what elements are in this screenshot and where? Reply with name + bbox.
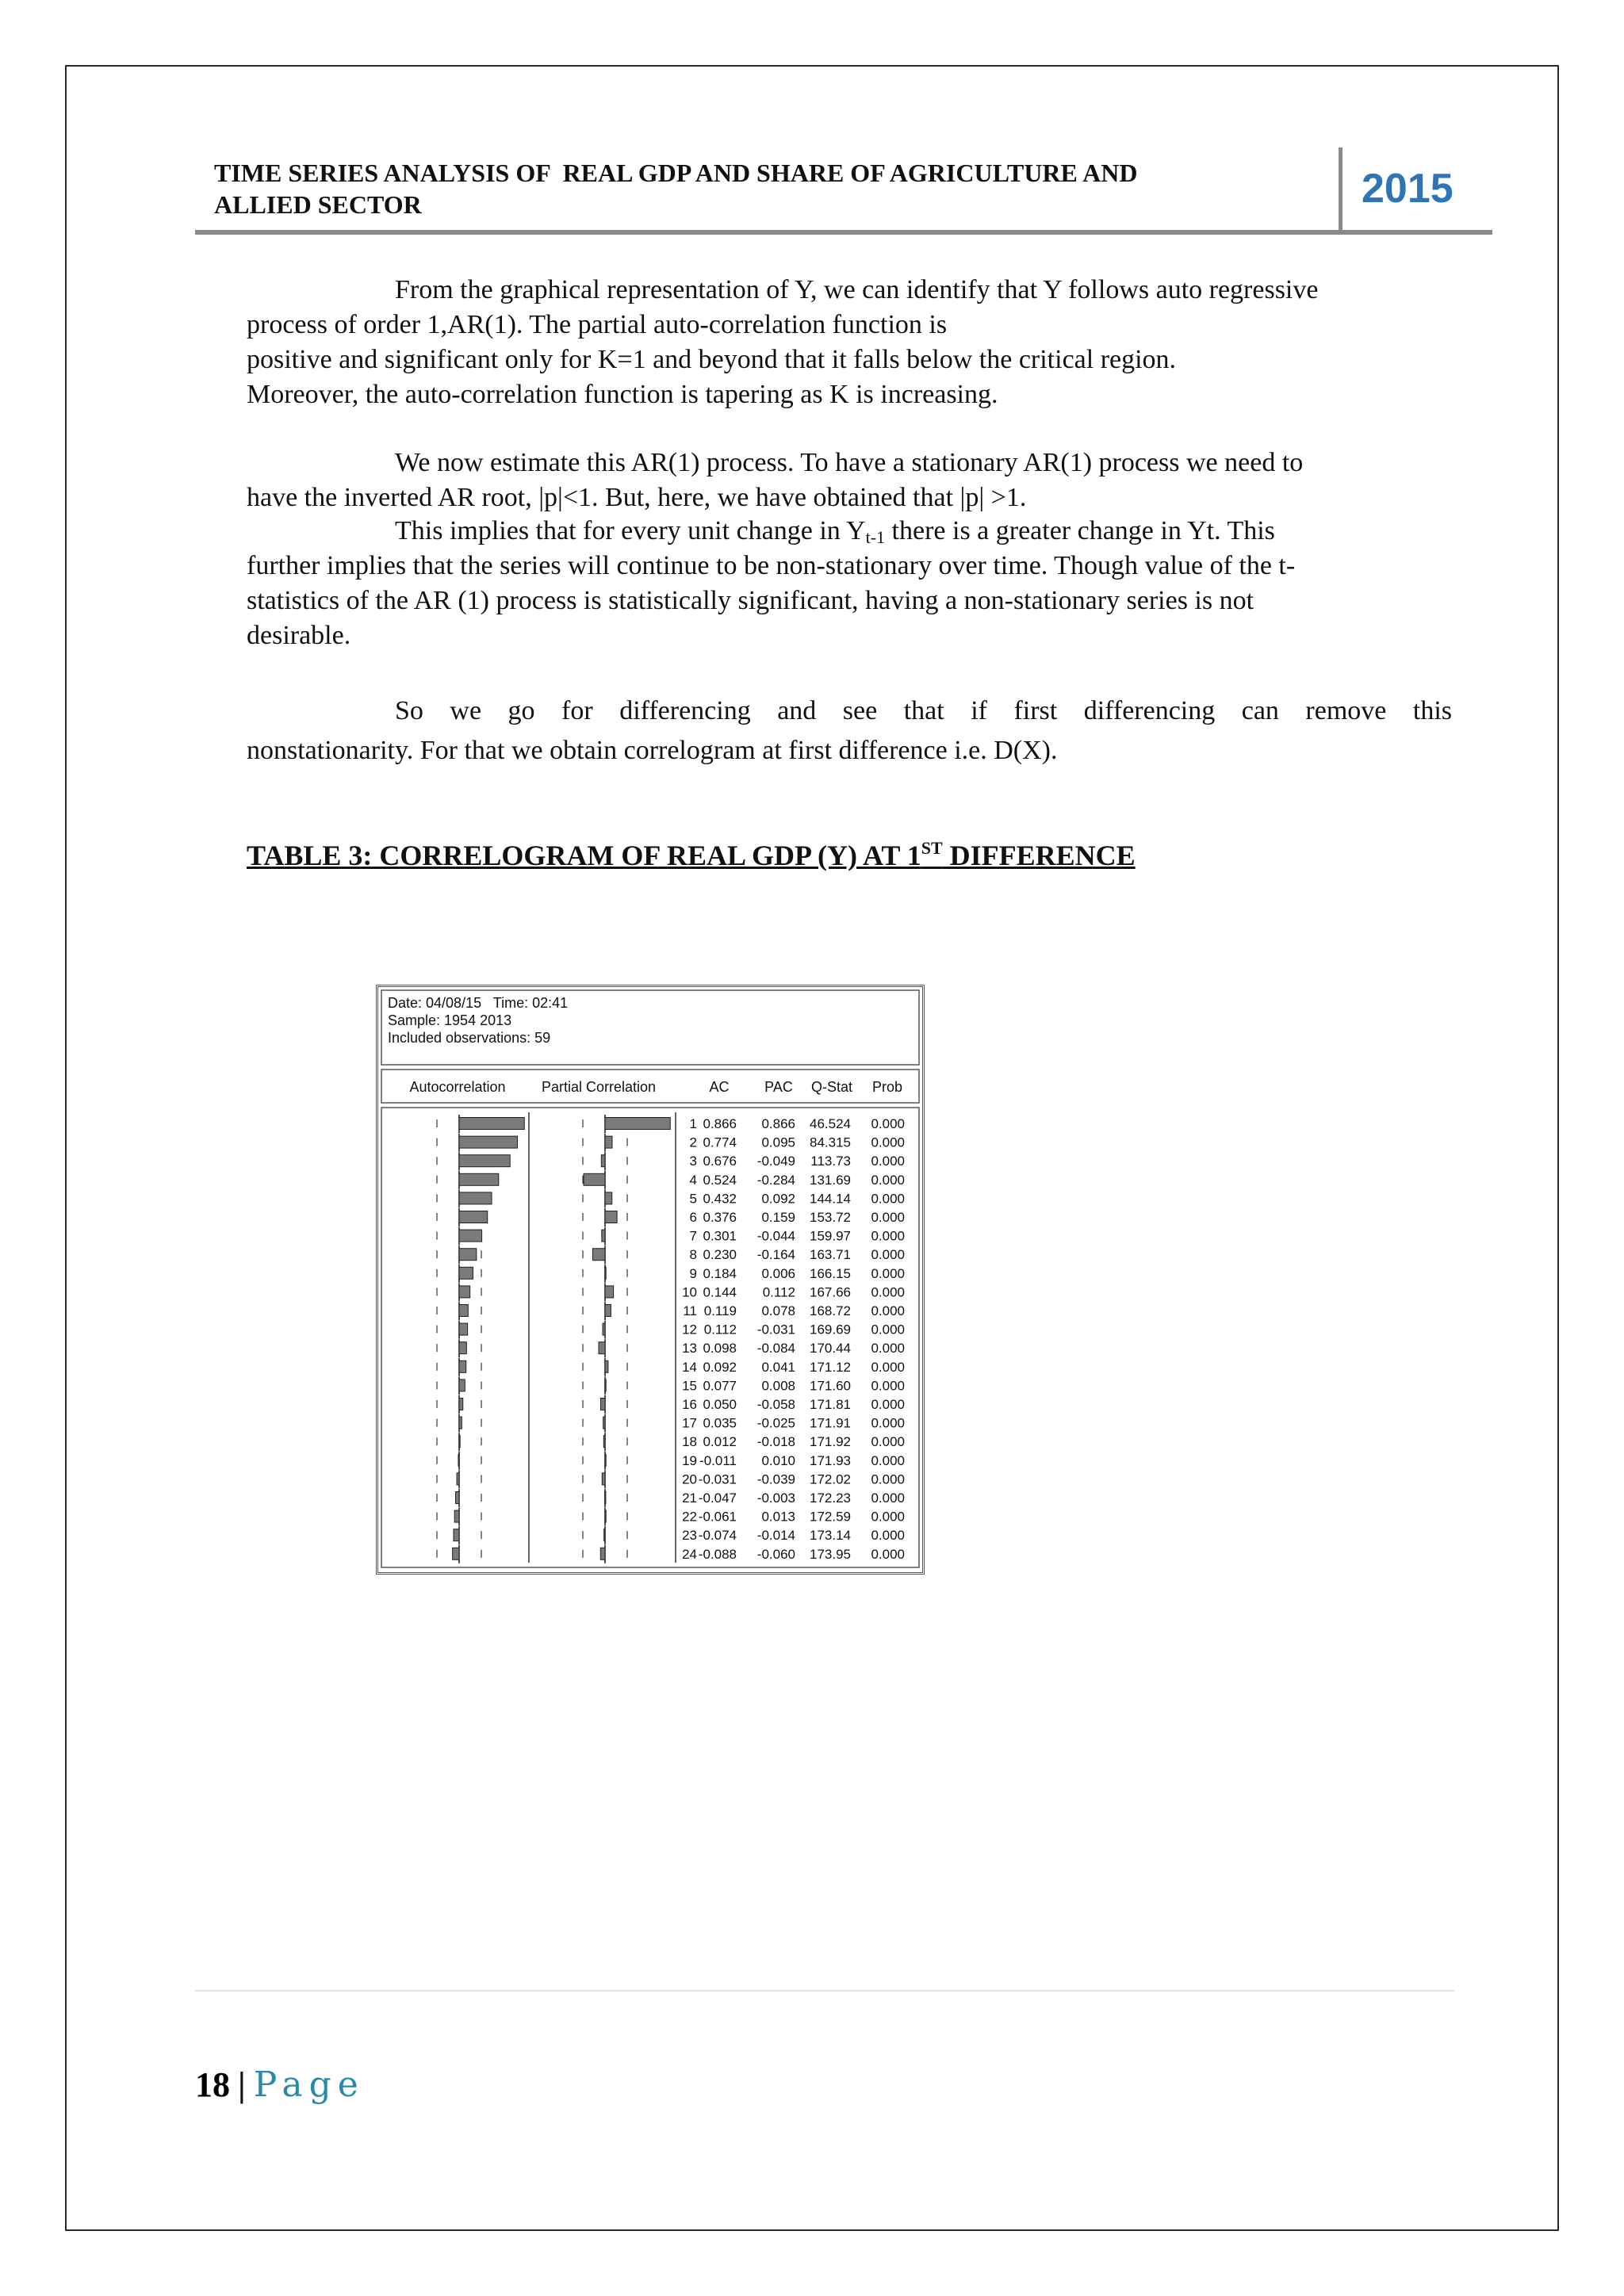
header-prob: Prob xyxy=(871,1079,903,1095)
prob-value: 0.000 xyxy=(871,1378,905,1394)
prob-value: 0.000 xyxy=(871,1191,905,1207)
correlogram-observations: Included observations: 59 xyxy=(388,1030,551,1046)
pac-value: 0.092 xyxy=(761,1191,795,1207)
page-header xyxy=(195,147,1492,235)
correlogram-date: Date: 04/08/15 Time: 02:41 xyxy=(388,995,569,1011)
pac-value: -0.003 xyxy=(756,1490,795,1506)
lag-label: 16 xyxy=(682,1397,697,1412)
lag-label: 5 xyxy=(689,1191,697,1207)
table-caption-tail: DIFFERENCE xyxy=(942,840,1136,871)
prob-value: 0.000 xyxy=(871,1509,905,1525)
pac-bar xyxy=(603,1417,605,1429)
pac-bar xyxy=(605,1118,670,1130)
lag-label: 7 xyxy=(689,1228,697,1244)
page-word: Page xyxy=(253,2064,365,2105)
lag-label: 24 xyxy=(682,1546,697,1562)
prob-value: 0.000 xyxy=(871,1528,905,1544)
q-stat-value: 166.15 xyxy=(810,1265,851,1281)
pac-bar xyxy=(605,1267,606,1279)
prob-value: 0.000 xyxy=(871,1172,905,1188)
lag-label: 9 xyxy=(689,1265,697,1281)
paragraph-3-text-a: This implies that for every unit change in Y xyxy=(395,516,866,545)
q-stat-value: 144.14 xyxy=(810,1191,851,1207)
ac-value: 0.035 xyxy=(703,1415,737,1431)
ac-value: 0.376 xyxy=(703,1210,737,1225)
ac-bar xyxy=(459,1249,477,1261)
ac-bar xyxy=(459,1173,499,1185)
prob-value: 0.000 xyxy=(871,1471,905,1487)
pac-value: 0.078 xyxy=(761,1303,795,1318)
paragraph-1-line-1: From the graphical representation of Y, we can identify that Y follows auto regressive xyxy=(395,275,1319,304)
ac-bar xyxy=(456,1492,459,1504)
pac-bar xyxy=(603,1323,605,1335)
lag-label: 2 xyxy=(689,1135,697,1150)
correlogram-rows xyxy=(437,1115,905,1563)
header-title-line-1: TIME SERIES ANALYSIS OF REAL GDP AND SHARE OF AGRICULTURE AND xyxy=(214,159,1138,187)
paragraph-4 xyxy=(247,691,1452,771)
pac-bar xyxy=(604,1529,605,1541)
q-stat-value: 171.81 xyxy=(810,1397,851,1412)
prob-value: 0.000 xyxy=(871,1228,905,1244)
q-stat-value: 169.69 xyxy=(810,1322,851,1337)
paragraph-2-line-1: We now estimate this AR(1) process. To have a stationary AR(1) process we need to xyxy=(395,448,1304,477)
q-stat-value: 167.66 xyxy=(810,1284,851,1300)
page-separator: | xyxy=(238,2065,246,2104)
lag-label: 13 xyxy=(682,1341,697,1357)
lag-label: 14 xyxy=(682,1359,697,1375)
prob-value: 0.000 xyxy=(871,1415,905,1431)
lag-label: 4 xyxy=(689,1172,697,1188)
header-title xyxy=(214,157,1364,220)
ac-bar xyxy=(459,1436,460,1448)
lag-label: 21 xyxy=(682,1490,697,1506)
ac-value: 0.676 xyxy=(703,1154,737,1169)
pac-bar xyxy=(605,1286,614,1298)
pac-bar xyxy=(605,1211,617,1223)
pac-bar xyxy=(605,1380,606,1391)
q-stat-value: 163.71 xyxy=(810,1247,851,1263)
footer-rule xyxy=(195,1990,1454,1992)
ac-value: 0.077 xyxy=(703,1378,737,1394)
header-autocorrelation: Autocorrelation xyxy=(409,1079,506,1095)
page-footer xyxy=(195,2061,365,2109)
q-stat-value: 171.60 xyxy=(810,1378,851,1394)
ac-value: -0.047 xyxy=(698,1490,737,1506)
lag-label: 20 xyxy=(682,1471,697,1487)
ac-bar xyxy=(459,1230,482,1242)
q-stat-value: 171.91 xyxy=(810,1415,851,1431)
paragraph-3-line-1 xyxy=(247,514,1452,549)
pac-bar xyxy=(605,1136,612,1148)
ac-bar xyxy=(458,1454,459,1466)
ac-bar xyxy=(454,1510,459,1522)
pac-value: 0.006 xyxy=(761,1265,795,1281)
header-rule xyxy=(195,230,1492,235)
paragraph-4-line-2: nonstationarity. For that we obtain correlogram at first difference i.e. D(X). xyxy=(247,736,1058,765)
prob-value: 0.000 xyxy=(871,1359,905,1375)
paragraph-1 xyxy=(247,273,1452,412)
ac-bar xyxy=(459,1118,524,1130)
paragraph-4-line-1: So we go for differencing and see that if first differencing can remove this xyxy=(395,696,1452,725)
pac-bar xyxy=(605,1305,611,1317)
pac-bar xyxy=(602,1473,605,1485)
pac-value: -0.044 xyxy=(756,1228,795,1244)
pac-value: -0.018 xyxy=(756,1434,795,1450)
ac-bar xyxy=(459,1360,466,1372)
lag-label: 8 xyxy=(689,1247,697,1263)
pac-value: -0.060 xyxy=(756,1546,795,1562)
paragraph-1-line-3: positive and significant only for K=1 and beyond that it falls below the critical region. xyxy=(247,345,1177,374)
pac-bar xyxy=(600,1548,605,1559)
correlogram-chart xyxy=(378,987,922,1572)
lag-label: 10 xyxy=(682,1284,697,1300)
ac-value: -0.011 xyxy=(699,1452,737,1468)
table-caption-superscript: ST xyxy=(921,838,943,858)
prob-value: 0.000 xyxy=(871,1452,905,1468)
q-stat-value: 170.44 xyxy=(810,1341,851,1357)
lag-label: 22 xyxy=(682,1509,697,1525)
ac-value: 0.230 xyxy=(703,1247,737,1263)
ac-value: -0.074 xyxy=(698,1528,737,1544)
lag-label: 18 xyxy=(682,1434,697,1450)
prob-value: 0.000 xyxy=(871,1303,905,1318)
pac-value: 0.013 xyxy=(761,1509,795,1525)
ac-value: -0.061 xyxy=(698,1509,737,1525)
ac-value: 0.119 xyxy=(703,1303,737,1318)
correlogram-figure xyxy=(376,985,925,1575)
pac-value: 0.112 xyxy=(762,1284,795,1300)
prob-value: 0.000 xyxy=(871,1546,905,1562)
pac-value: -0.025 xyxy=(756,1415,795,1431)
ac-value: 0.524 xyxy=(703,1172,737,1188)
paragraph-3-text-b: there is a greater change in Yt. This xyxy=(885,516,1275,545)
ac-value: 0.098 xyxy=(703,1341,737,1357)
ac-bar xyxy=(459,1286,470,1298)
pac-value: 0.008 xyxy=(761,1378,795,1394)
lag-label: 3 xyxy=(689,1154,697,1169)
q-stat-value: 46.524 xyxy=(810,1116,851,1131)
pac-bar xyxy=(592,1249,605,1261)
header-partial-correlation: Partial Correlation xyxy=(541,1079,657,1095)
prob-value: 0.000 xyxy=(871,1116,905,1131)
pac-value: -0.039 xyxy=(756,1471,795,1487)
q-stat-value: 171.12 xyxy=(810,1359,851,1375)
header-ac: AC xyxy=(709,1079,730,1095)
ac-bar xyxy=(459,1267,473,1279)
lag-label: 12 xyxy=(682,1322,697,1337)
lag-label: 19 xyxy=(682,1452,697,1468)
lag-label: 6 xyxy=(689,1210,697,1225)
pac-value: 0.095 xyxy=(761,1135,795,1150)
header-q-stat: Q-Stat xyxy=(810,1079,853,1095)
prob-value: 0.000 xyxy=(871,1154,905,1169)
paragraph-3-line-3: statistics of the AR (1) process is statistically significant, having a non-stationary series is not xyxy=(247,586,1254,615)
prob-value: 0.000 xyxy=(871,1135,905,1150)
ac-value: 0.012 xyxy=(703,1434,737,1450)
ac-bar xyxy=(459,1417,462,1429)
paragraph-3 xyxy=(247,514,1452,653)
ac-bar xyxy=(453,1548,459,1559)
pac-value: -0.049 xyxy=(756,1154,795,1169)
pac-value: -0.058 xyxy=(756,1397,795,1412)
subscript-t-1: t-1 xyxy=(865,527,886,547)
ac-value: -0.088 xyxy=(698,1546,737,1562)
pac-bar xyxy=(603,1436,605,1448)
ac-value: 0.774 xyxy=(703,1135,737,1150)
prob-value: 0.000 xyxy=(871,1490,905,1506)
prob-value: 0.000 xyxy=(871,1265,905,1281)
prob-value: 0.000 xyxy=(871,1322,905,1337)
ac-bar xyxy=(459,1192,492,1204)
ac-bar xyxy=(459,1211,488,1223)
paragraph-2-line-2: have the inverted AR root, |p|<1. But, here, we have obtained that |p| >1. xyxy=(247,483,1027,512)
q-stat-value: 153.72 xyxy=(810,1210,851,1225)
ac-bar xyxy=(459,1323,468,1335)
pac-bar xyxy=(605,1492,606,1504)
pac-value: -0.284 xyxy=(756,1172,795,1188)
q-stat-value: 171.93 xyxy=(810,1452,851,1468)
paragraph-3-line-4: desirable. xyxy=(247,621,351,650)
header-pac: PAC xyxy=(764,1079,793,1095)
ac-value: 0.144 xyxy=(703,1284,737,1300)
prob-value: 0.000 xyxy=(871,1210,905,1225)
lag-label: 15 xyxy=(682,1378,697,1394)
ac-bar xyxy=(459,1136,518,1148)
q-stat-value: 172.59 xyxy=(810,1509,851,1525)
header-year: 2015 xyxy=(1339,147,1492,230)
ac-value: 0.092 xyxy=(703,1359,737,1375)
ac-value: 0.112 xyxy=(703,1322,737,1337)
ac-bar xyxy=(459,1399,463,1410)
q-stat-value: 84.315 xyxy=(810,1135,851,1150)
prob-value: 0.000 xyxy=(871,1397,905,1412)
ac-bar xyxy=(459,1380,465,1391)
pac-value: 0.159 xyxy=(761,1210,795,1225)
pac-bar xyxy=(602,1230,605,1242)
pac-value: -0.014 xyxy=(756,1528,795,1544)
pac-bar xyxy=(605,1510,606,1522)
page-number: 18 xyxy=(195,2065,230,2104)
q-stat-value: 172.23 xyxy=(810,1490,851,1506)
lag-label: 1 xyxy=(689,1116,697,1131)
prob-value: 0.000 xyxy=(871,1434,905,1450)
q-stat-value: 173.95 xyxy=(810,1546,851,1562)
pac-bar xyxy=(605,1360,608,1372)
table-caption xyxy=(247,836,1136,875)
ac-bar xyxy=(454,1529,459,1541)
paragraph-1-line-2: process of order 1,AR(1). The partial auto-correlation function is xyxy=(247,310,948,339)
prob-value: 0.000 xyxy=(871,1284,905,1300)
ac-value: 0.184 xyxy=(703,1265,737,1281)
ac-value: -0.031 xyxy=(698,1471,737,1487)
pac-value: -0.084 xyxy=(756,1341,795,1357)
lag-label: 11 xyxy=(683,1303,697,1318)
q-stat-value: 173.14 xyxy=(810,1528,851,1544)
pac-bar xyxy=(605,1192,612,1204)
pac-value: 0.041 xyxy=(761,1359,795,1375)
correlogram-sample: Sample: 1954 2013 xyxy=(388,1012,512,1028)
prob-value: 0.000 xyxy=(871,1341,905,1357)
pac-bar xyxy=(601,1155,605,1167)
prob-value: 0.000 xyxy=(871,1247,905,1263)
q-stat-value: 171.92 xyxy=(810,1434,851,1450)
q-stat-value: 159.97 xyxy=(810,1228,851,1244)
ac-value: 0.050 xyxy=(703,1397,737,1412)
ac-bar xyxy=(459,1155,510,1167)
q-stat-value: 172.02 xyxy=(810,1471,851,1487)
pac-bar xyxy=(605,1454,606,1466)
pac-value: 0.010 xyxy=(761,1452,795,1468)
lag-label: 23 xyxy=(682,1528,697,1544)
pac-value: -0.164 xyxy=(756,1247,795,1263)
ac-bar xyxy=(459,1305,468,1317)
q-stat-value: 168.72 xyxy=(810,1303,851,1318)
pac-value: 0.866 xyxy=(761,1116,795,1131)
ac-value: 0.866 xyxy=(703,1116,737,1131)
lag-label: 17 xyxy=(682,1415,697,1431)
table-caption-text: TABLE 3: CORRELOGRAM OF REAL GDP (Y) AT 1 xyxy=(247,840,921,871)
ac-value: 0.432 xyxy=(703,1191,737,1207)
pac-bar xyxy=(600,1399,605,1410)
paragraph-3-line-2: further implies that the series will continue to be non-stationary over time. Though value of the t- xyxy=(247,551,1296,580)
pac-bar xyxy=(584,1173,605,1185)
q-stat-value: 113.73 xyxy=(810,1154,851,1169)
paragraph-2 xyxy=(247,446,1452,515)
header-title-line-2: ALLIED SECTOR xyxy=(214,190,422,219)
pac-value: -0.031 xyxy=(756,1322,795,1337)
paragraph-1-line-4: Moreover, the auto-correlation function is tapering as K is increasing. xyxy=(247,380,998,409)
ac-value: 0.301 xyxy=(703,1228,737,1244)
q-stat-value: 131.69 xyxy=(810,1172,851,1188)
ac-bar xyxy=(459,1342,466,1354)
ac-bar xyxy=(457,1473,459,1485)
pac-bar xyxy=(599,1342,605,1354)
